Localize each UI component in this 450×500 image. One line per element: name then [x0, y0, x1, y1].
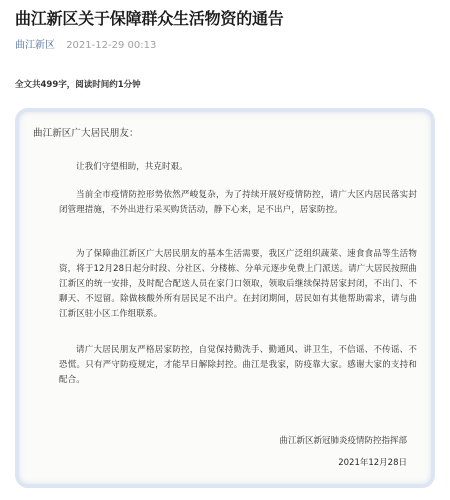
author-link[interactable]: 曲江新区 — [15, 40, 55, 51]
publish-datetime: 2021-12-29 00:13 — [66, 40, 157, 51]
notice-greeting: 曲江新区广大居民朋友： — [33, 128, 139, 139]
reading-info: 全文共499字，阅读时间约1分钟 — [15, 80, 141, 90]
notice-paragraph: 请广大居民朋友严格居家防控，自觉保持勤洗手、勤通风、讲卫生，不信谣、不传谣、不恐慌。只有严守防疫规定，才能早日解除封控。曲江是我家，防疫靠大家。感谢大家的支持和配合。 — [59, 345, 417, 385]
article-title: 曲江新区关于保障群众生活物资的通告 — [15, 9, 284, 28]
notice-paragraph: 当前全市疫情防控形势依然严峻复杂，为了持续开展好疫情防控，请广大区内居民落实封闭管理措施，不外出进行采买购货活动，静下心来，足不出户，居家防控。 — [59, 190, 417, 215]
notice-paragraph: 为了保障曲江新区广大居民朋友的基本生活需要，我区广泛组织蔬菜、速食食品等生活物资，将于12月28日起分时段、分社区、分楼栋、分单元逐步免费上门派送。请广大居民按照曲江新区的统一安排，及时配合配送人员在家门口领取，领取后继续保持居家封闭，不出门、不聊天、不逗留。除做核酸外所有居民足不出户。在封闭期间，居民如有其他帮助需求，请与曲江新区驻小区工作组联系。 — [59, 249, 417, 319]
article-meta — [15, 39, 156, 53]
notice-paragraph: 让我们守望相助，共克时艰。 — [76, 162, 188, 172]
signature-organization: 曲江新区新冠肺炎疫情防控指挥部 — [279, 436, 407, 446]
signature-date: 2021年12月28日 — [338, 458, 407, 468]
notice-card — [15, 108, 435, 488]
